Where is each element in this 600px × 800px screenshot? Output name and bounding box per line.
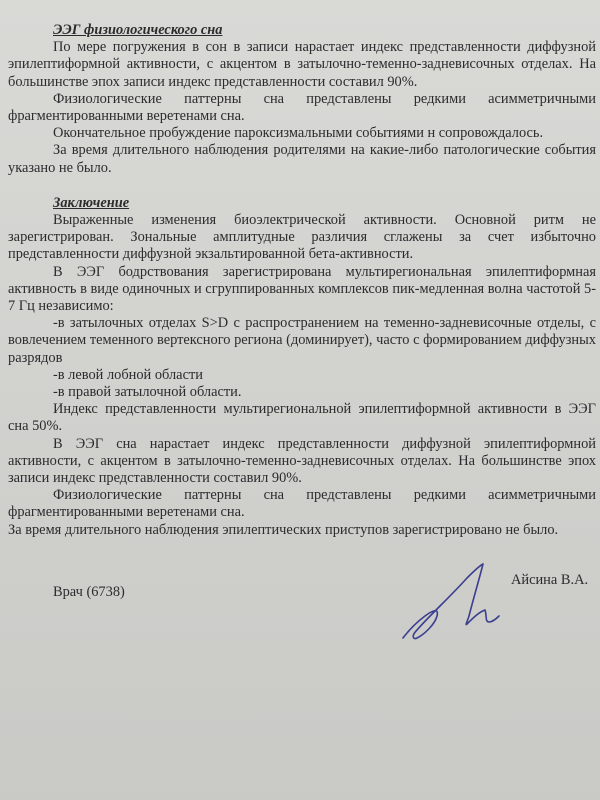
list-item: -в затылочных отделах S>D с распространением на теменно-задневисочные отделы, с вовлечением теменного вертексного региона (доминирует), часто с формированием диффузных разрядов xyxy=(8,315,596,366)
spacer xyxy=(8,177,600,195)
paragraph: В ЭЭГ сна нарастает индекс представленности диффузной эпилептиформной активности, с акцентом в затылочно-теменно-задневисочных отделах. На большинстве эпох записи индекс представленности составил 90%. xyxy=(8,435,596,487)
paragraph: Индекс представленности мультирегиональной эпилептиформной активности в ЭЭГ сна 50%. xyxy=(8,401,596,435)
paragraph: По мере погружения в сон в записи нарастает индекс представленности диффузной эпилептиформной активности, с акцентом в затылочно-теменно-задневисочных отделах. На большинстве эпох записи индекс представленности составил 90%. xyxy=(8,39,596,90)
section-title-conclusion: Заключение xyxy=(53,194,130,211)
doctor-name: Айсина В.А. xyxy=(511,572,589,588)
section-title-sleep-eeg: ЭЭГ физиологического сна xyxy=(53,22,223,38)
paragraph: Физиологические паттерны сна представлены редкими асимметричными фрагментированными веретенами сна. xyxy=(8,90,596,125)
paragraph: Физиологические паттерны сна представлены редкими асимметричными фрагментированными веретенами сна. xyxy=(8,487,596,521)
paragraph: В ЭЭГ бодрствования зарегистрирована мультирегиональная эпилептиформная активность в виде одиночных и сгруппированных комплексов пик-медленная волна частотой 5-7 Гц независимо: xyxy=(8,263,596,315)
paragraph: За время длительного наблюдения родителями на какие-либо патологические события указано не было. xyxy=(8,142,596,176)
list-item: -в правой затылочной области. xyxy=(53,384,242,401)
paragraph: Окончательное пробуждение пароксизмальными событиями н сопровождалось. xyxy=(53,125,544,142)
paragraph: За время длительного наблюдения эпилептических приступов зарегистрировано не было. xyxy=(8,521,559,538)
doctor-label: Врач (6738) xyxy=(53,584,125,600)
handwritten-signature xyxy=(395,560,505,650)
paragraph: Выраженные изменения биоэлектрической активности. Основной ритм не зарегистрирован. Зональные амплитудные различия сглажены за счет избыточно представленности диффузной экзальтированной бета-активности. xyxy=(8,212,596,263)
list-item: -в левой лобной области xyxy=(53,366,203,383)
signature-block xyxy=(8,572,600,652)
